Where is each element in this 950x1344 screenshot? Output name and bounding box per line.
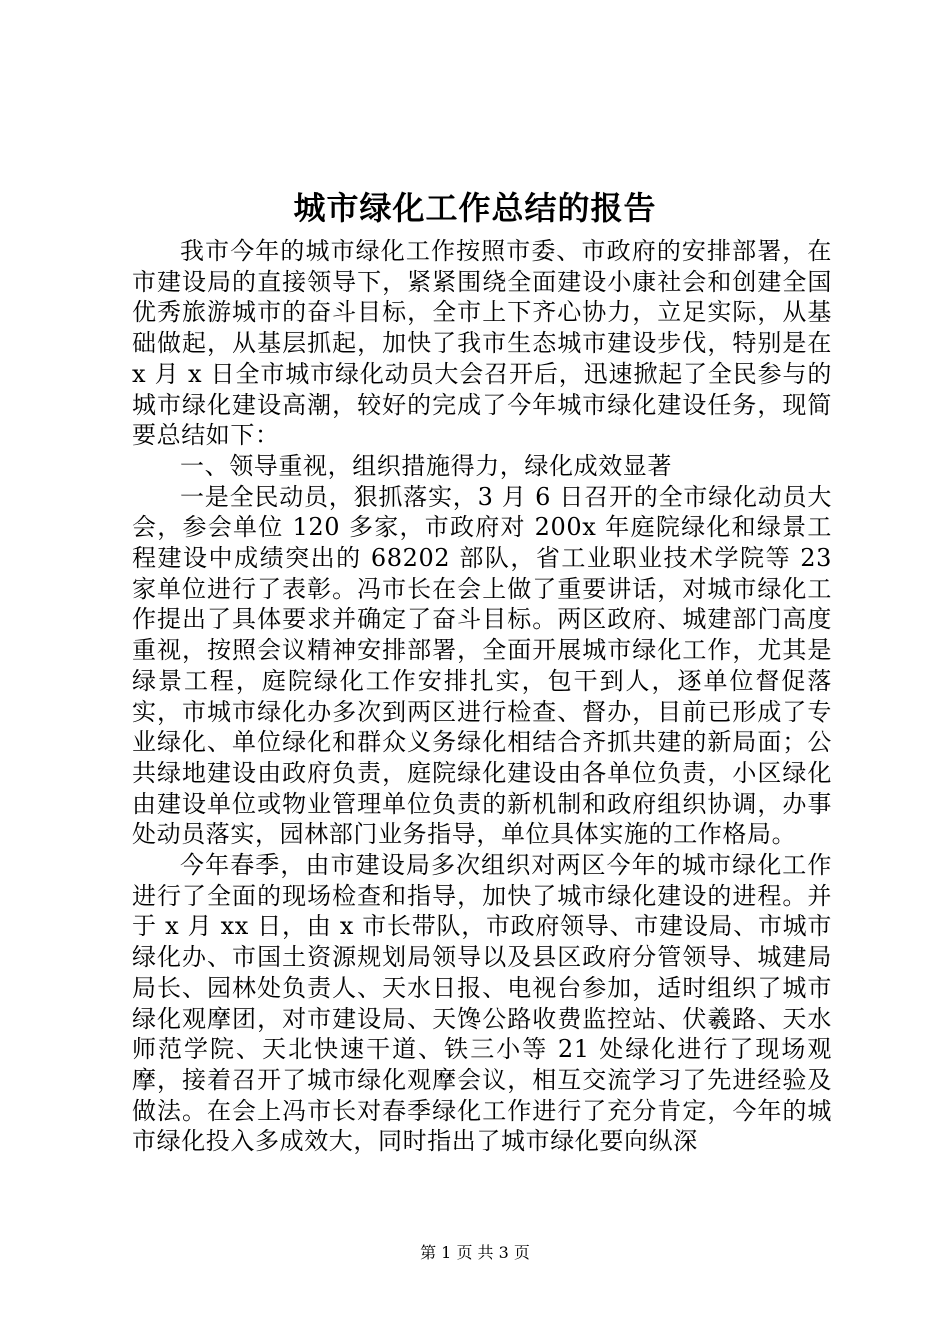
paragraph-intro: 我市今年的城市绿化工作按照市委、市政府的安排部署，在市建设局的直接领导下，紧紧围绕全面建设小康社会和创建全国优秀旅游城市的奋斗目标，全市上下齐心协力，立足实际，从基础做起，从基层抓起，加快了我市生态城市建设步伐，特别是在 x 月 x 日全市城市绿化动员大会召开后，迅速掀起了全民参与的城市绿化建设高潮，较好的完成了今年城市绿化建设任务，现简要总结如下： bbox=[132, 237, 832, 450]
paragraph-mobilization: 一是全民动员，狠抓落实，3 月 6 日召开的全市绿化动员大会，参会单位 120 多家，市政府对 200x 年庭院绿化和绿景工程建设中成绩突出的 68202 部队，省工业职业技术学院等 23 家单位进行了表彰。冯市长在会上做了重要讲话，对城市绿化工作提出了具体要求并确定了奋斗目标。两区政府、城建部门高度重视，按照会议精神安排部署，全面开展城市绿化工作，尤其是绿景工程，庭院绿化工作安排扎实，包干到人，逐单位督促落实，市城市绿化办多次到两区进行检查、督办，目前已形成了专业绿化、单位绿化和群众义务绿化相结合齐抓共建的新局面；公共绿地建设由政府负责，庭院绿化建设由各单位负责，小区绿化由建设单位或物业管理单位负责的新机制和政府组织协调，办事处动员落实，园林部门业务指导，单位具体实施的工作格局。 bbox=[132, 482, 832, 849]
document-body bbox=[132, 236, 832, 1157]
section-heading-1: 一、领导重视，组织措施得力，绿化成效显著 bbox=[180, 451, 672, 480]
paragraph-spring-inspection: 今年春季，由市建设局多次组织对两区今年的城市绿化工作进行了全面的现场检查和指导，加快了城市绿化建设的进程。并于 x 月 xx 日，由 x 市长带队，市政府领导、市建设局、市城市绿化办、市国土资源规划局领导以及县区政府分管领导、城建局局长、园林处负责人、天水日报、电视台参加，适时组织了城市绿化观摩团，对市建设局、天馋公路收费监控站、伏羲路、天水师范学院、天北快速干道、铁三小等 21 处绿化进行了现场观摩，接着召开了城市绿化观摩会议，相互交流学习了先进经验及做法。在会上冯市长对春季绿化工作进行了充分肯定，今年的城市绿化投入多成效大，同时指出了城市绿化要向纵深 bbox=[132, 851, 832, 1156]
page-footer: 第 1 页 共 3 页 bbox=[420, 1243, 530, 1262]
document-title: 城市绿化工作总结的报告 bbox=[293, 189, 657, 227]
